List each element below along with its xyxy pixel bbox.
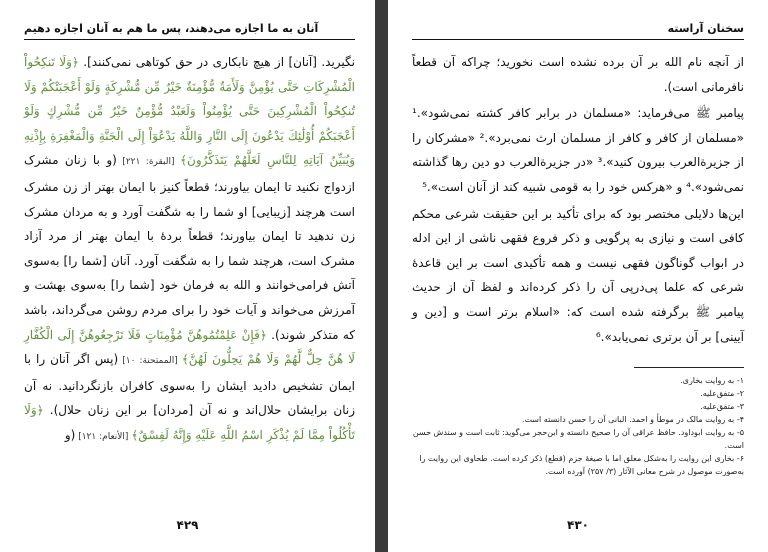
- footnote: ۲- متفق‌علیه.: [700, 389, 744, 399]
- body-paragraph: از آنچه نام الله بر آن برده نشده است نخورید؛ چراکه آن قطعاً نافرمانی است).: [412, 55, 744, 94]
- running-header: سخنان آراسته: [412, 22, 744, 40]
- verse-translation: (پس اگر آنان را با ایمان تشخیص دادید ایشان را به‌سوی کافران بازنگردانید. نه آن زنان برایشان حلال‌اند و نه آن [مردان] بر این زنان حلال).: [24, 352, 355, 418]
- quran-verse: ﴿فَإِنْ عَلِمْتُمُوهُنَّ مُؤْمِنَاتٍ فَلَا تَرْجِعُوهُنَّ إِلَى الْكُفَّارِ لَا هُنَّ حِلٌّ لَّهُمْ وَلَا هُمْ يَحِلُّونَ لَهُنَّ﴾: [24, 327, 356, 367]
- body-paragraph: پیامبر ﷺ می‌فرماید: «مسلمان در برابر کافر کشته نمی‌شود».¹ «مسلمان از کافر و کافر از مسلمان ارث نمی‌برد».² «مشرکان را از جزیرةالعرب بیرون کنید».³ «در جزیرةالعرب دو دین رها گذاشته نمی‌شود».⁴ و «هرکس خود را به قومی شبیه کند از آنان است».⁵: [412, 106, 745, 194]
- footnote: ۴- به روایت مالک در موطأ و احمد. البانی آن را حسن دانسته است.: [521, 415, 744, 425]
- footnote-divider: [634, 367, 744, 368]
- verse-reference: [الأنعام: ۱۲۱]: [75, 431, 132, 442]
- verse-reference: [الممتحنة: ۱۰]: [118, 356, 182, 367]
- left-page: [0, 0, 375, 552]
- page-body: [412, 50, 744, 349]
- quran-verse: ﴿وَلَا تَنكِحُواْ الْمُشْرِكَاتِ حَتَّى يُؤْمِنَّ وَلَأَمَةٌ مُّؤْمِنَةٌ خَيْرٌ مِّن مُّشْرِكَةٍ وَلَوْ أَعْجَبَتْكُمْ وَلَا تُنكِحُواْ الْمُشْرِكِينَ حَتَّى يُؤْمِنُواْ وَلَعَبْدٌ مُّؤْمِنٌ خَيْرٌ مِّن مُّشْرِكٍ وَلَوْ أَعْجَبَكُمْ أُوْلَٰئِكَ يَدْعُونَ إِلَى النَّارِ وَاللَّهُ يَدْعُوٓاْ إِلَى الْجَنَّةِ وَالْمَغْفِرَةِ بِإِذْنِهِ وَيُبَيِّنُ آيَاتِهِ لِلنَّاسِ لَعَلَّهُمْ يَتَذَكَّرُونَ﴾: [24, 55, 356, 168]
- footnote: ۳- متفق‌علیه.: [700, 402, 744, 412]
- footnotes: [412, 374, 744, 478]
- page-number: ۴۳۰: [567, 518, 589, 532]
- body-paragraph: این‌ها دلایلی مختصر بود که برای تأکید بر این حقیقت شرعی محکم کافی است و نیازی به پرگویی و ذکر فروع فقهی ناشی از این ادله در ابواب گوناگون فقهی نیست و همه تأکیدی است بر این قاعدهٔ شرعی که علما پی‌درپی آن را ذکر کرده‌اند و لفظ آن از حدیث پیامبر ﷺ برگرفته شده است که: «اسلام برتر است و [دین و آیینی] بر آن برتری نمی‌یابد».⁶: [412, 206, 744, 344]
- right-page: [388, 0, 768, 552]
- verse-reference: [البقرة: ۲۲۱]: [116, 157, 180, 168]
- running-header: آنان به ما اجازه می‌دهند، پس ما هم به آنان اجازه دهیم: [24, 22, 355, 40]
- body-text-segment: نگیرید. [آنان] از هیچ نابکاری در حق کوتاهی نمی‌کنند].: [78, 55, 355, 69]
- footnote: ۶- بخاری این روایت را به‌شکل معلق اما با صیغهٔ جزم (قطع) ذکر کرده است. طحاوی این روایت را به‌صورت موصول در شرح معانی الآثار (۳/ ۲۵۷) آورده است.: [419, 454, 744, 477]
- page-body: [24, 50, 355, 450]
- verse-translation: (و: [64, 427, 76, 442]
- body-paragraph: [24, 50, 355, 450]
- verse-translation: (و با زنان مشرک ازدواج نکنید تا ایمان بیاورند؛ قطعاً کنیز با ایمان بهتر از زن مشرک است هرچند [زیبایی] او شما را به شگفت آورد و به مردان مشرک زن ندهید تا ایمان بیاورند؛ قطعاً بردهٔ با ایمان بهتر از مرد آزاد مشرک است، هرچند شما را به شگفت آورد. آنان [شما را] به‌سوی آتش فرامی‌خوانند و الله به فرمان خود [شما را] به‌سوی بهشت و آمرزش می‌خواند و آیات خود را برای مردم روشن می‌گرداند، باشد که متذکر شوند).: [24, 153, 355, 342]
- footnote: ۵- به روایت ابوداود. حافظ عراقی آن را صحیح دانسته و ابن‌حجر می‌گوید: ثابت است و سندش حسن است.: [412, 428, 744, 451]
- footnote: ۱- به روایت بخاری.: [680, 376, 744, 386]
- page-number: ۴۲۹: [176, 518, 199, 532]
- quran-verse: ﴿وَلَا تَأْكُلُواْ مِمَّا لَمْ يُذْكَرِ اسْمُ اللَّهِ عَلَيْهِ وَإِنَّهُ لَفِسْقٌ﴾: [24, 403, 355, 442]
